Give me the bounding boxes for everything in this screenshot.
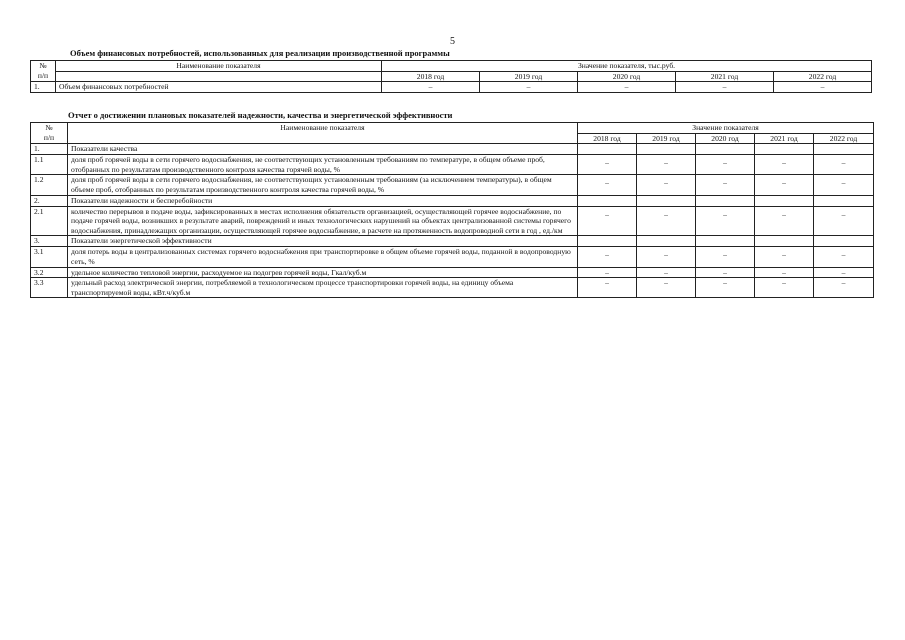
section-row: [31, 195, 874, 206]
table-row: [31, 247, 874, 267]
row-value: –: [637, 155, 696, 175]
row-value: –: [578, 82, 676, 93]
report-header-year: 2021 год: [755, 133, 814, 144]
row-value: –: [755, 155, 814, 175]
row-name: удельный расход электрической энергии, потребляемой в технологическом процессе транспортировки горячей воды, на единицу объема транспортируемой воды, кВт.ч/куб.м: [68, 278, 578, 298]
finance-table-caption: Объем финансовых потребностей, использованных для реализации производственной программы: [70, 48, 450, 58]
empty-cell: [696, 236, 755, 247]
row-value: –: [382, 82, 480, 93]
page-number: 5: [450, 36, 455, 47]
row-name: удельное количество тепловой энергии, расходуемое на подогрев горячей воды, Гкал/куб.м: [68, 267, 578, 278]
finance-header-year: 2021 год: [676, 71, 774, 82]
finance-header-num-line2: п/п: [37, 70, 49, 80]
report-header-value: Значение показателя: [578, 123, 874, 134]
row-name: Объем финансовых потребностей: [56, 82, 382, 93]
row-value: –: [814, 175, 874, 195]
row-value: –: [637, 206, 696, 236]
empty-cell: [755, 144, 814, 155]
empty-cell: [755, 195, 814, 206]
table-row: [31, 278, 874, 298]
section-row: [31, 236, 874, 247]
row-value: –: [578, 206, 637, 236]
row-number: 1.1: [31, 155, 68, 175]
row-number: 3.1: [31, 247, 68, 267]
empty-cell: [755, 236, 814, 247]
section-row: [31, 144, 874, 155]
report-header-num-line1: №: [45, 123, 53, 132]
row-value: –: [578, 155, 637, 175]
row-number: 3.3: [31, 278, 68, 298]
report-header-year: 2020 год: [696, 133, 755, 144]
row-value: –: [696, 206, 755, 236]
row-name: доля потерь воды в централизованных системах горячего водоснабжения при транспортировке в общем объеме горячей воды, поданной в водопроводную сеть, %: [68, 247, 578, 267]
row-number: 3.2: [31, 267, 68, 278]
row-value: –: [578, 267, 637, 278]
table-row: [31, 206, 874, 236]
row-value: –: [814, 278, 874, 298]
empty-cell: [696, 144, 755, 155]
row-number: 1.2: [31, 175, 68, 195]
row-value: –: [696, 175, 755, 195]
row-value: –: [755, 267, 814, 278]
finance-header-value: Значение показателя, тыс.руб.: [382, 61, 872, 72]
row-value: –: [578, 278, 637, 298]
finance-header-num-line1: №: [39, 61, 47, 70]
report-header-name: Наименование показателя: [68, 123, 578, 144]
row-value: –: [696, 267, 755, 278]
row-value: –: [755, 247, 814, 267]
table-row: [31, 155, 874, 175]
finance-header-num: [31, 61, 56, 82]
finance-header-year: 2022 год: [774, 71, 872, 82]
row-name: доля проб горячей воды в сети горячего водоснабжения, не соответствующих установленным требованиям (за исключением температуры), в общем объеме проб, отобранных по результатам производственного контроля качества горячей воды, %: [68, 175, 578, 195]
row-number: 3.: [31, 236, 68, 247]
row-number: 2.: [31, 195, 68, 206]
table-row: [31, 82, 872, 93]
report-header-year: 2019 год: [637, 133, 696, 144]
finance-header-year: 2020 год: [578, 71, 676, 82]
empty-cell: [696, 195, 755, 206]
report-table-caption: Отчет о достижении плановых показателей надежности, качества и энергетической эффективности: [68, 110, 453, 120]
row-value: –: [755, 278, 814, 298]
row-name: доля проб горячей воды в сети горячего водоснабжения, не соответствующих установленным требованиям по температуре, в общем объеме проб, отобранных по результатам производственного контроля качества горячей воды, %: [68, 155, 578, 175]
row-value: –: [755, 206, 814, 236]
finance-header-name: Наименование показателя: [56, 61, 382, 72]
empty-cell: [637, 236, 696, 247]
row-value: –: [696, 247, 755, 267]
row-value: –: [637, 278, 696, 298]
empty-cell: [637, 144, 696, 155]
row-value: –: [755, 175, 814, 195]
row-value: –: [578, 247, 637, 267]
empty-cell: [814, 236, 874, 247]
finance-header-year: 2018 год: [382, 71, 480, 82]
row-name: количество перерывов в подаче воды, зафиксированных в местах исполнения обязательств организацией, осуществляющей горячее водоснабжение, по подаче горячей воды, возникших в результате аварий, повреждений и иных технологических нарушений на объектах централизованной системы горячего водоснабжения, принадлежащих организации, осуществляющей горячее водоснабжение, в расчете на протяженность водопроводной сети в год , ед./км: [68, 206, 578, 236]
row-number: 1.: [31, 82, 56, 93]
row-value: –: [774, 82, 872, 93]
row-value: –: [637, 247, 696, 267]
empty-cell: [814, 144, 874, 155]
section-title: Показатели энергетической эффективности: [68, 236, 578, 247]
empty-cell: [814, 195, 874, 206]
empty-cell: [578, 236, 637, 247]
row-value: –: [696, 155, 755, 175]
section-title: Показатели качества: [68, 144, 578, 155]
section-title: Показатели надежности и бесперебойности: [68, 195, 578, 206]
report-table: [30, 122, 874, 298]
empty-cell: [578, 195, 637, 206]
finance-header-name-blank: [56, 71, 382, 82]
empty-cell: [637, 195, 696, 206]
row-value: –: [637, 175, 696, 195]
row-number: 2.1: [31, 206, 68, 236]
row-value: –: [480, 82, 578, 93]
row-value: –: [578, 175, 637, 195]
empty-cell: [578, 144, 637, 155]
finance-header-year: 2019 год: [480, 71, 578, 82]
row-value: –: [814, 267, 874, 278]
row-value: –: [696, 278, 755, 298]
report-header-year: 2018 год: [578, 133, 637, 144]
row-value: –: [814, 206, 874, 236]
table-row: [31, 175, 874, 195]
row-value: –: [637, 267, 696, 278]
row-value: –: [676, 82, 774, 93]
report-header-num: [31, 123, 68, 144]
report-header-num-line2: п/п: [43, 132, 55, 142]
table-row: [31, 267, 874, 278]
row-value: –: [814, 247, 874, 267]
finance-table: [30, 60, 872, 93]
row-value: –: [814, 155, 874, 175]
row-number: 1.: [31, 144, 68, 155]
report-header-year: 2022 год: [814, 133, 874, 144]
